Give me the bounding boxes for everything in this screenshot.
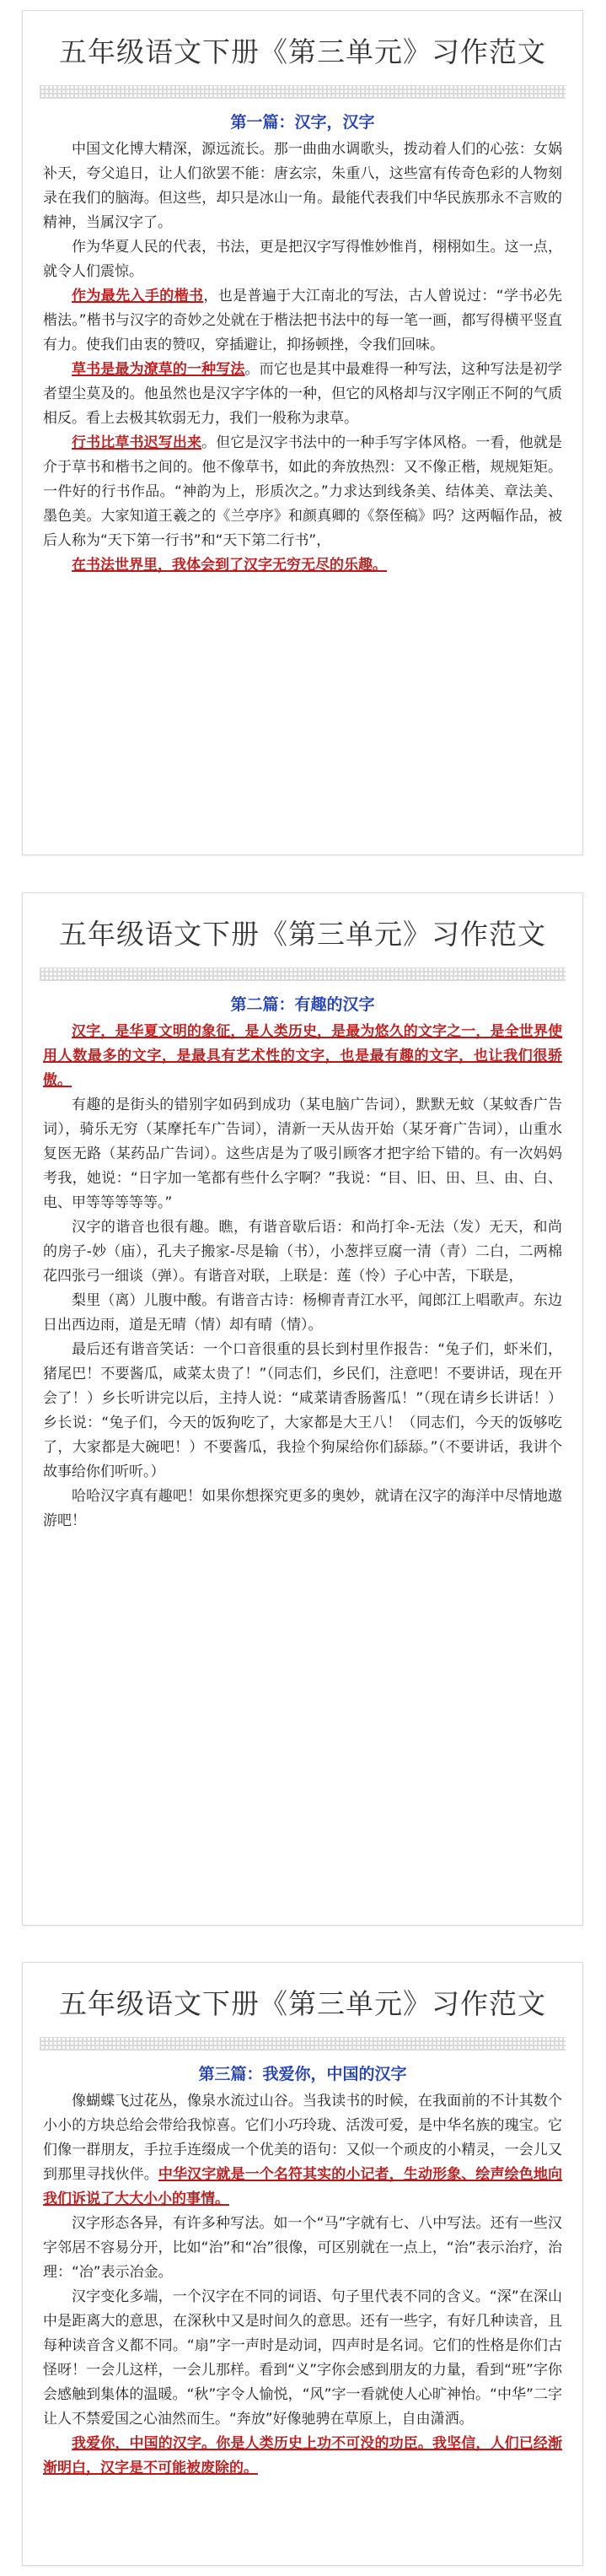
paragraph-text: 最后还有谐音笑话：一个口音很重的县长到村里作报告：“兔子们，虾米们，猪尾巴！不要酱瓜，咸菜太贵了！”（同志们，乡民们，注意吧！不要讲话，现在开会了！）乡长听讲完以后，主持人说：“咸菜请香肠酱瓜！”（现在请乡长讲话！）乡长说：“兔子们，今天的饭狗吃了，大家都是大王八！（同志们，今天的饭够吃了，大家都是大碗吧！）不要酱瓜，我捡个狗屎给你们舔舔。”（不要讲话，我讲个故事给你们听听。） [43, 1341, 562, 1480]
divider [40, 2037, 566, 2051]
paragraph-text: 。但它是汉字书法中的一种手写字体风格。一看，他就是介于草书和楷书之间的。他不像草书，如此的奔放热烈：又不像正楷，规规矩矩。一件好的行书作品。“神韵为上，形质次之。”力求达到线条美、结体美、章法美、墨色美。大家知道王羲之的《兰亭序》和颜真卿的《祭侄稿》吗？这两幅作品，被后人称为“天下第一行书”和“天下第二行书”， [43, 434, 563, 549]
essay-paragraph [43, 1093, 562, 1215]
essay-title: 第三篇：我爱你，中国的汉字 [198, 2065, 407, 2083]
essay-paragraph [43, 235, 562, 284]
essay-card-1 [22, 10, 583, 855]
paragraph-text: 汉字形态各异，有许多种写法。如一个“马”字就有七、八中写法。还有一些汉字邻居不容易分开，比如“治”和“冶”很像，可区别就在一点上，“治”表示治疗，治理：“冶”表示冶金。 [43, 2215, 562, 2281]
essay-paragraph [43, 1289, 562, 1338]
paragraph-text: 有趣的是街头的错别字如码到成功（某电脑广告词），默默无蚊（某蚊香广告词），骑乐无穷（某摩托车广告词），清新一天从齿开始（某牙膏广告词），山重水复医无路（某药品广告词）。这些店是为了吸引顾客才把字给下错的。有一次妈妈考我，她说：“日字加一笔都有些什么字啊？”我说：“目、旧、田、旦、由、白、电、甲等等等等等。” [43, 1097, 562, 1211]
paragraph-text: 中国文化博大精深，源远流长。那一曲曲水调歌头，拨动着人们的心弦：女娲补天，夸父追日，让人们欲罢不能：唐玄宗，朱重八，这些富有传奇色彩的人物刻录在我们的脑海。但这些，却只是冰山一角。最能代表我们中华民族那永不言败的精神，当属汉字了。 [43, 141, 562, 231]
essay-body [23, 137, 582, 578]
divider [40, 967, 566, 981]
essay-paragraph [43, 431, 562, 553]
highlighted-sentence: 汉字，是华夏文明的象征，是人类历史，是最为悠久的文字之一，是全世界使用人数最多的文字，是最具有艺术性的文字，也是最有趣的文字，也让我们很骄傲。 [43, 1023, 562, 1089]
paragraph-text: 汉字的谐音也很有趣。瞧，有谐音歇后语：和尚打伞-无法（发）无天，和尚的房子-妙（庙），孔夫子搬家-尽是输（书），小葱拌豆腐一清（青）二白，二两棉花四张弓一细谈（弹）。有谐音对联，上联是：莲（怜）子心中苦，下联是， [43, 1219, 562, 1285]
paragraph-text: 汉字变化多端，一个汉字在不同的词语、句子里代表不同的含义。“深”在深山中是距离大的意思，在深秋中又是时间久的意思。还有一些字，有好几种读音，且每种读音含义都不同。“扇”字一声时是动词，四声时是名词。它们的性格是你们古怪呀！一会儿这样，一会儿那样。看到“义”字你会感到朋友的力量，看到“班”字你会感触到集体的温暖。“秋”字令人愉悦，“风”字一看就使人心旷神怡。“中华”二字让人不禁爱国之心油然而生。“奔放”好像驰骋在草原上，自由潇洒。 [43, 2288, 562, 2428]
highlighted-sentence: 中华汉字就是一个名符其实的小记者，生动形象、绘声绘色地向我们诉说了大大小小的事情。 [43, 2166, 563, 2207]
highlighted-sentence: 行书比草书迟写出来 [72, 434, 202, 451]
essay-paragraph [43, 1215, 562, 1289]
essay-body [23, 1020, 582, 1533]
essay-paragraph [43, 2432, 562, 2481]
highlighted-sentence: 在书法世界里，我体会到了汉字无穷无尽的乐趣。 [72, 557, 387, 574]
page-title: 五年级语文下册《第三单元》习作范文 [59, 1987, 546, 2020]
essay-title: 第一篇：汉字，汉字 [230, 113, 375, 132]
essay-paragraph [43, 284, 562, 358]
highlighted-sentence: 草书是最为潦草的一种写法 [72, 361, 245, 378]
essay-title: 第二篇：有趣的汉字 [230, 995, 375, 1014]
paragraph-text: 。而它也是其中最难得一种写法，这种写法是初学者望尘莫及的。他虽然也是汉字字体的一种，但它的风格却与汉字刚正不阿的气质相反。看上去极其软弱无力，我们一般称为隶草。 [43, 361, 563, 427]
divider [40, 85, 566, 99]
essay-paragraph [43, 137, 562, 235]
highlighted-sentence: 作为最先入手的楷书 [72, 288, 204, 304]
essay-paragraph [43, 1020, 562, 1093]
paragraph-text: ，也是普遍于大江南北的写法，古人曾说过：“学书必先楷法。”楷书与汉字的奇妙之处就在于楷法把书法中的每一笔一画，都写得横平竖直有力。使我们由衷的赞叹，穿插避让，抑扬顿挫，令我们回味。 [43, 288, 562, 353]
page-title: 五年级语文下册《第三单元》习作范文 [59, 918, 546, 951]
paragraph-text: 哈哈汉字真有趣吧！如果你想探究更多的奥妙，就请在汉字的海洋中尽情地遨游吧！ [43, 1488, 562, 1529]
essay-card-2 [22, 892, 583, 1926]
essay-paragraph [43, 358, 562, 431]
essay-card-3 [22, 1962, 583, 2566]
essay-paragraph [43, 2285, 562, 2432]
essay-paragraph [43, 2089, 562, 2212]
paragraph-text: 像蝴蝶飞过花丛，像泉水流过山谷。当我读书的时候，在我面前的不计其数个小小的方块总给会带给我惊喜。它们小巧玲珑、活泼可爱，是中华名族的瑰宝。它们像一群朋友，手拉手连缀成一个优美的语句：又似一个顽皮的小精灵，一会儿又到那里寻找伙伴。 [43, 2093, 562, 2183]
essay-paragraph [43, 1485, 562, 1533]
paragraph-text: 梨里（离）儿腹中酸。有谐音古诗：杨柳青青江水平，闻郎江上唱歌声。东边日出西边雨，道是无晴（情）却有晴（情）。 [43, 1292, 562, 1334]
essay-paragraph [43, 553, 562, 578]
essay-paragraph [43, 2212, 562, 2285]
highlighted-sentence: 我爱你，中国的汉字。你是人类历史上功不可没的功臣。我坚信，人们已经渐渐明白，汉字是不可能被废除的。 [43, 2435, 562, 2476]
essay-paragraph [43, 1338, 562, 1485]
paragraph-text: 作为华夏人民的代表，书法，更是把汉字写得惟妙惟肖，栩栩如生。这一点，就令人们震惊。 [43, 239, 562, 280]
page-title: 五年级语文下册《第三单元》习作范文 [59, 35, 546, 68]
essay-body [23, 2089, 582, 2481]
